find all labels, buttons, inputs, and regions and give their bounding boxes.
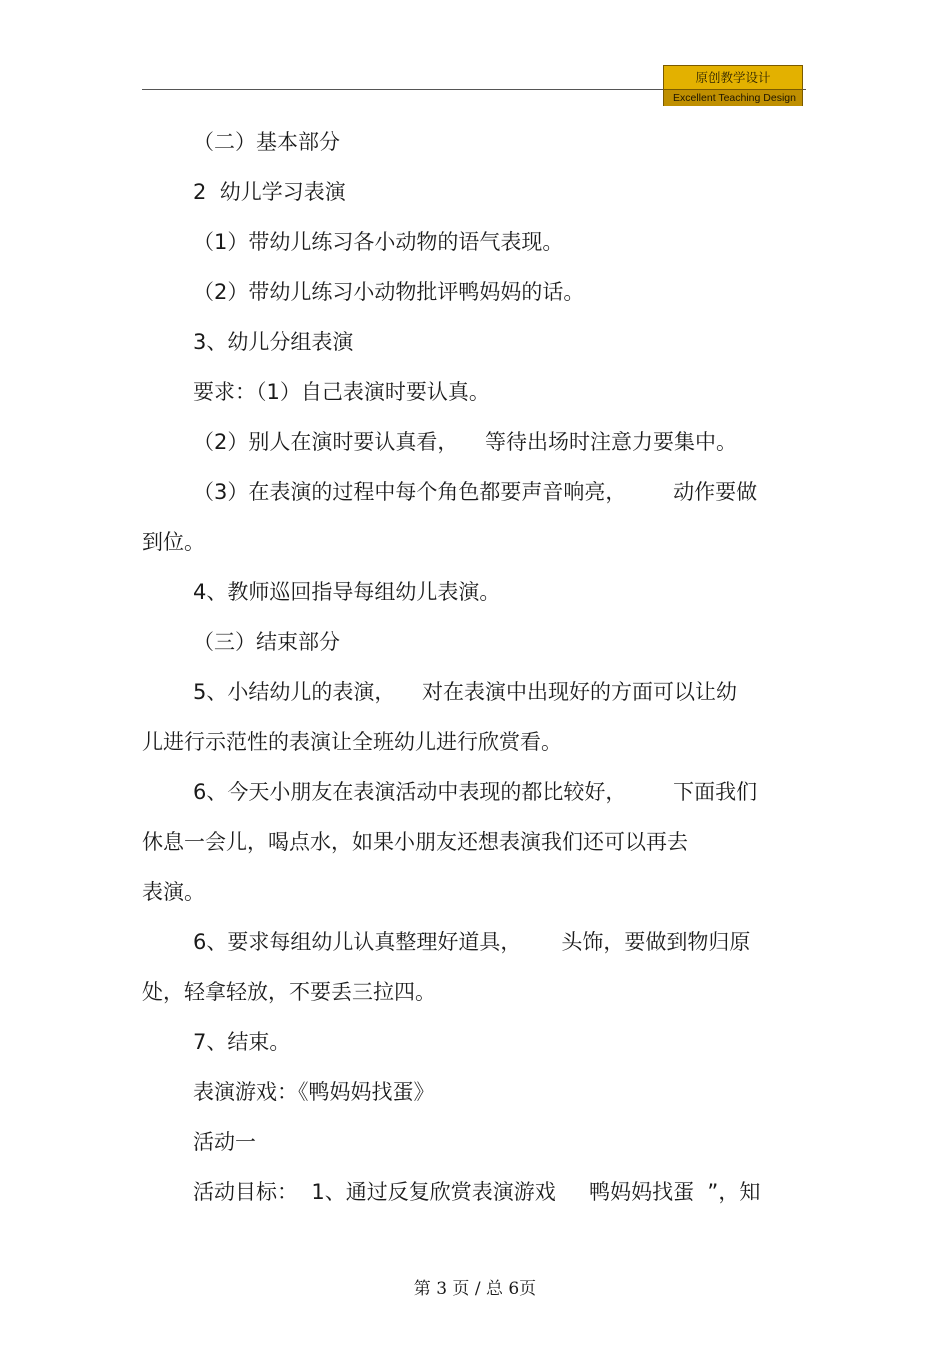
paragraph-line: 要求：（1）自己表演时要认真。 (193, 380, 490, 404)
paragraph-line: 到位。 (142, 530, 205, 554)
paragraph-line: 2 幼儿学习表演 (193, 180, 346, 204)
paragraph-line: （1）带幼儿练习各小动物的语气表现。 (193, 230, 564, 254)
paragraph-line: 处，轻拿轻放，不要丢三拉四。 (142, 980, 436, 1004)
paragraph-line: 6、今天小朋友在表演活动中表现的都比较好， 下面我们 (193, 780, 758, 804)
paragraph-line: 7、结束。 (193, 1030, 291, 1054)
header-badge (663, 65, 803, 106)
section-heading-basic: （二）基本部分 (193, 130, 340, 154)
paragraph-line: （3）在表演的过程中每个角色都要声音响亮， 动作要做 (193, 480, 758, 504)
badge-title-cn: 原创教学设计 (664, 66, 802, 90)
paragraph-line: 儿进行示范性的表演让全班幼儿进行欣赏看。 (142, 730, 562, 754)
page-number: 第 3 页 / 总 6页 (413, 1279, 537, 1299)
paragraph-line: （2）别人在演时要认真看， 等待出场时注意力要集中。 (193, 430, 738, 454)
paragraph-line: 4、教师巡回指导每组幼儿表演。 (193, 580, 501, 604)
paragraph-line: 5、小结幼儿的表演， 对在表演中出现好的方面可以让幼 (193, 680, 738, 704)
game-title: 表演游戏：《鸭妈妈找蛋》 (193, 1080, 435, 1104)
badge-title-en: Excellent Teaching Design (664, 90, 802, 106)
paragraph-line: 3、幼儿分组表演 (193, 330, 354, 354)
paragraph-line: 休息一会儿，喝点水，如果小朋友还想表演我们还可以再去 (142, 830, 688, 854)
paragraph-line: 6、要求每组幼儿认真整理好道具， 头饰，要做到物归原 (193, 930, 751, 954)
section-heading-closing: （三）结束部分 (193, 630, 340, 654)
paragraph-line: （2）带幼儿练习小动物批评鸭妈妈的话。 (193, 280, 585, 304)
activity-heading: 活动一 (193, 1130, 256, 1154)
paragraph-line: 表演。 (142, 880, 205, 904)
activity-goal-line: 活动目标： 1、通过反复欣赏表演游戏 鸭妈妈找蛋 ”，知 (193, 1180, 761, 1204)
